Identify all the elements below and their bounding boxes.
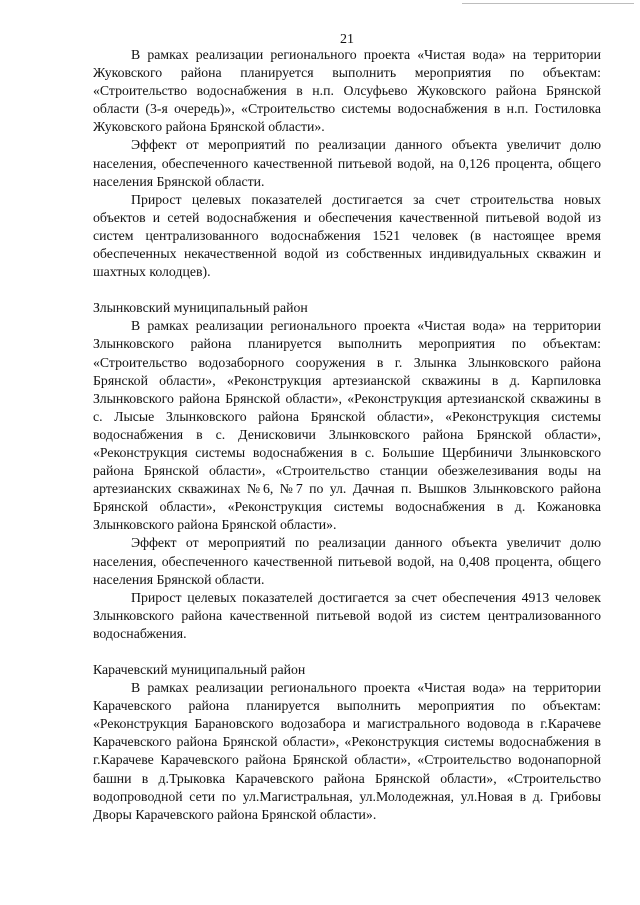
section-spacer [93, 643, 601, 661]
section-karachevsky [93, 661, 601, 824]
page-number: 21 [340, 32, 354, 47]
paragraph: Прирост целевых показателей достигается за счет обеспечения 4913 человек Злынковского района качественной питьевой водой из систем централизованного водоснабжения. [93, 589, 601, 641]
paragraph: В рамках реализации регионального проекта «Чистая вода» на территории Злынковского района планируется выполнить мероприятия по объектам: «Строительство водозаборного сооружения в г. Злынка Злынковского района Брянской области», «Реконструкция артезианской скважины в д. Карпиловка Злынковского района Брянской области», «Реконструкция артезианской скважины в с. Лысые Злынковского района Брянской области», «Реконструкция системы водоснабжения в с. Денисковичи Злынковского района Брянской области», «Реконструкция системы водоснабжения в с. Большие Щербиничи Злынковского района Брянской области», «Строительство станции обезжелезивания воды на артезианских скважинах №6, №7 по ул. Дачная п. Вышков Злынковского района Брянской области», «Реконструкция системы водоснабжения в д. Кожановка Злынковского района Брянской области». [93, 318, 601, 533]
section-heading: Карачевский муниципальный район [93, 662, 306, 677]
section-zlynkovsky [93, 299, 601, 643]
top-edge-rule [462, 3, 634, 4]
paragraph: В рамках реализации регионального проекта «Чистая вода» на территории Карачевского района планируется выполнить мероприятия по объектам: «Реконструкция Барановского водозабора и магистрального водовода в г.Карачеве Карачевского района Брянской области», «Реконструкция системы водоснабжения в г.Карачеве Карачевского района Брянской области», «Строительство водонапорной башни в д.Трыковка Карачевского района Брянской области», «Строительство водопроводной сети по ул.Магистральная, ул.Молодежная, ул.Новая в д. Грибовы Дворы Карачевского района Брянской области». [93, 680, 601, 822]
section-spacer [93, 281, 601, 299]
paragraph: Эффект от мероприятий по реализации данного объекта увеличит долю населения, обеспеченного качественной питьевой водой, на 0,126 процента, общего населения Брянской области. [93, 137, 601, 189]
section-zhukovsky [93, 46, 601, 281]
section-heading: Злынковский муниципальный район [93, 300, 308, 316]
document-body [93, 46, 601, 824]
paragraph: Эффект от мероприятий по реализации данного объекта увеличит долю населения, обеспеченного качественной питьевой водой, на 0,408 процента, общего населения Брянской области. [93, 535, 601, 587]
paragraph: В рамках реализации регионального проекта «Чистая вода» на территории Жуковского района планируется выполнить мероприятия по объектам: «Строительство водоснабжения в н.п. Олсуфьево Жуковского района Брянской области (3-я очередь)», «Строительство системы водоснабжения в н.п. Гостиловка Жуковского района Брянской области». [93, 47, 601, 135]
paragraph: Прирост целевых показателей достигается за счет строительства новых объектов и сетей водоснабжения и обеспечения качественной питьевой водой из систем централизованного водоснабжения 1521 человек (в настоящее время обеспеченных некачественной водой из собственных индивидуальных скважин и шахтных колодцев). [93, 191, 601, 280]
